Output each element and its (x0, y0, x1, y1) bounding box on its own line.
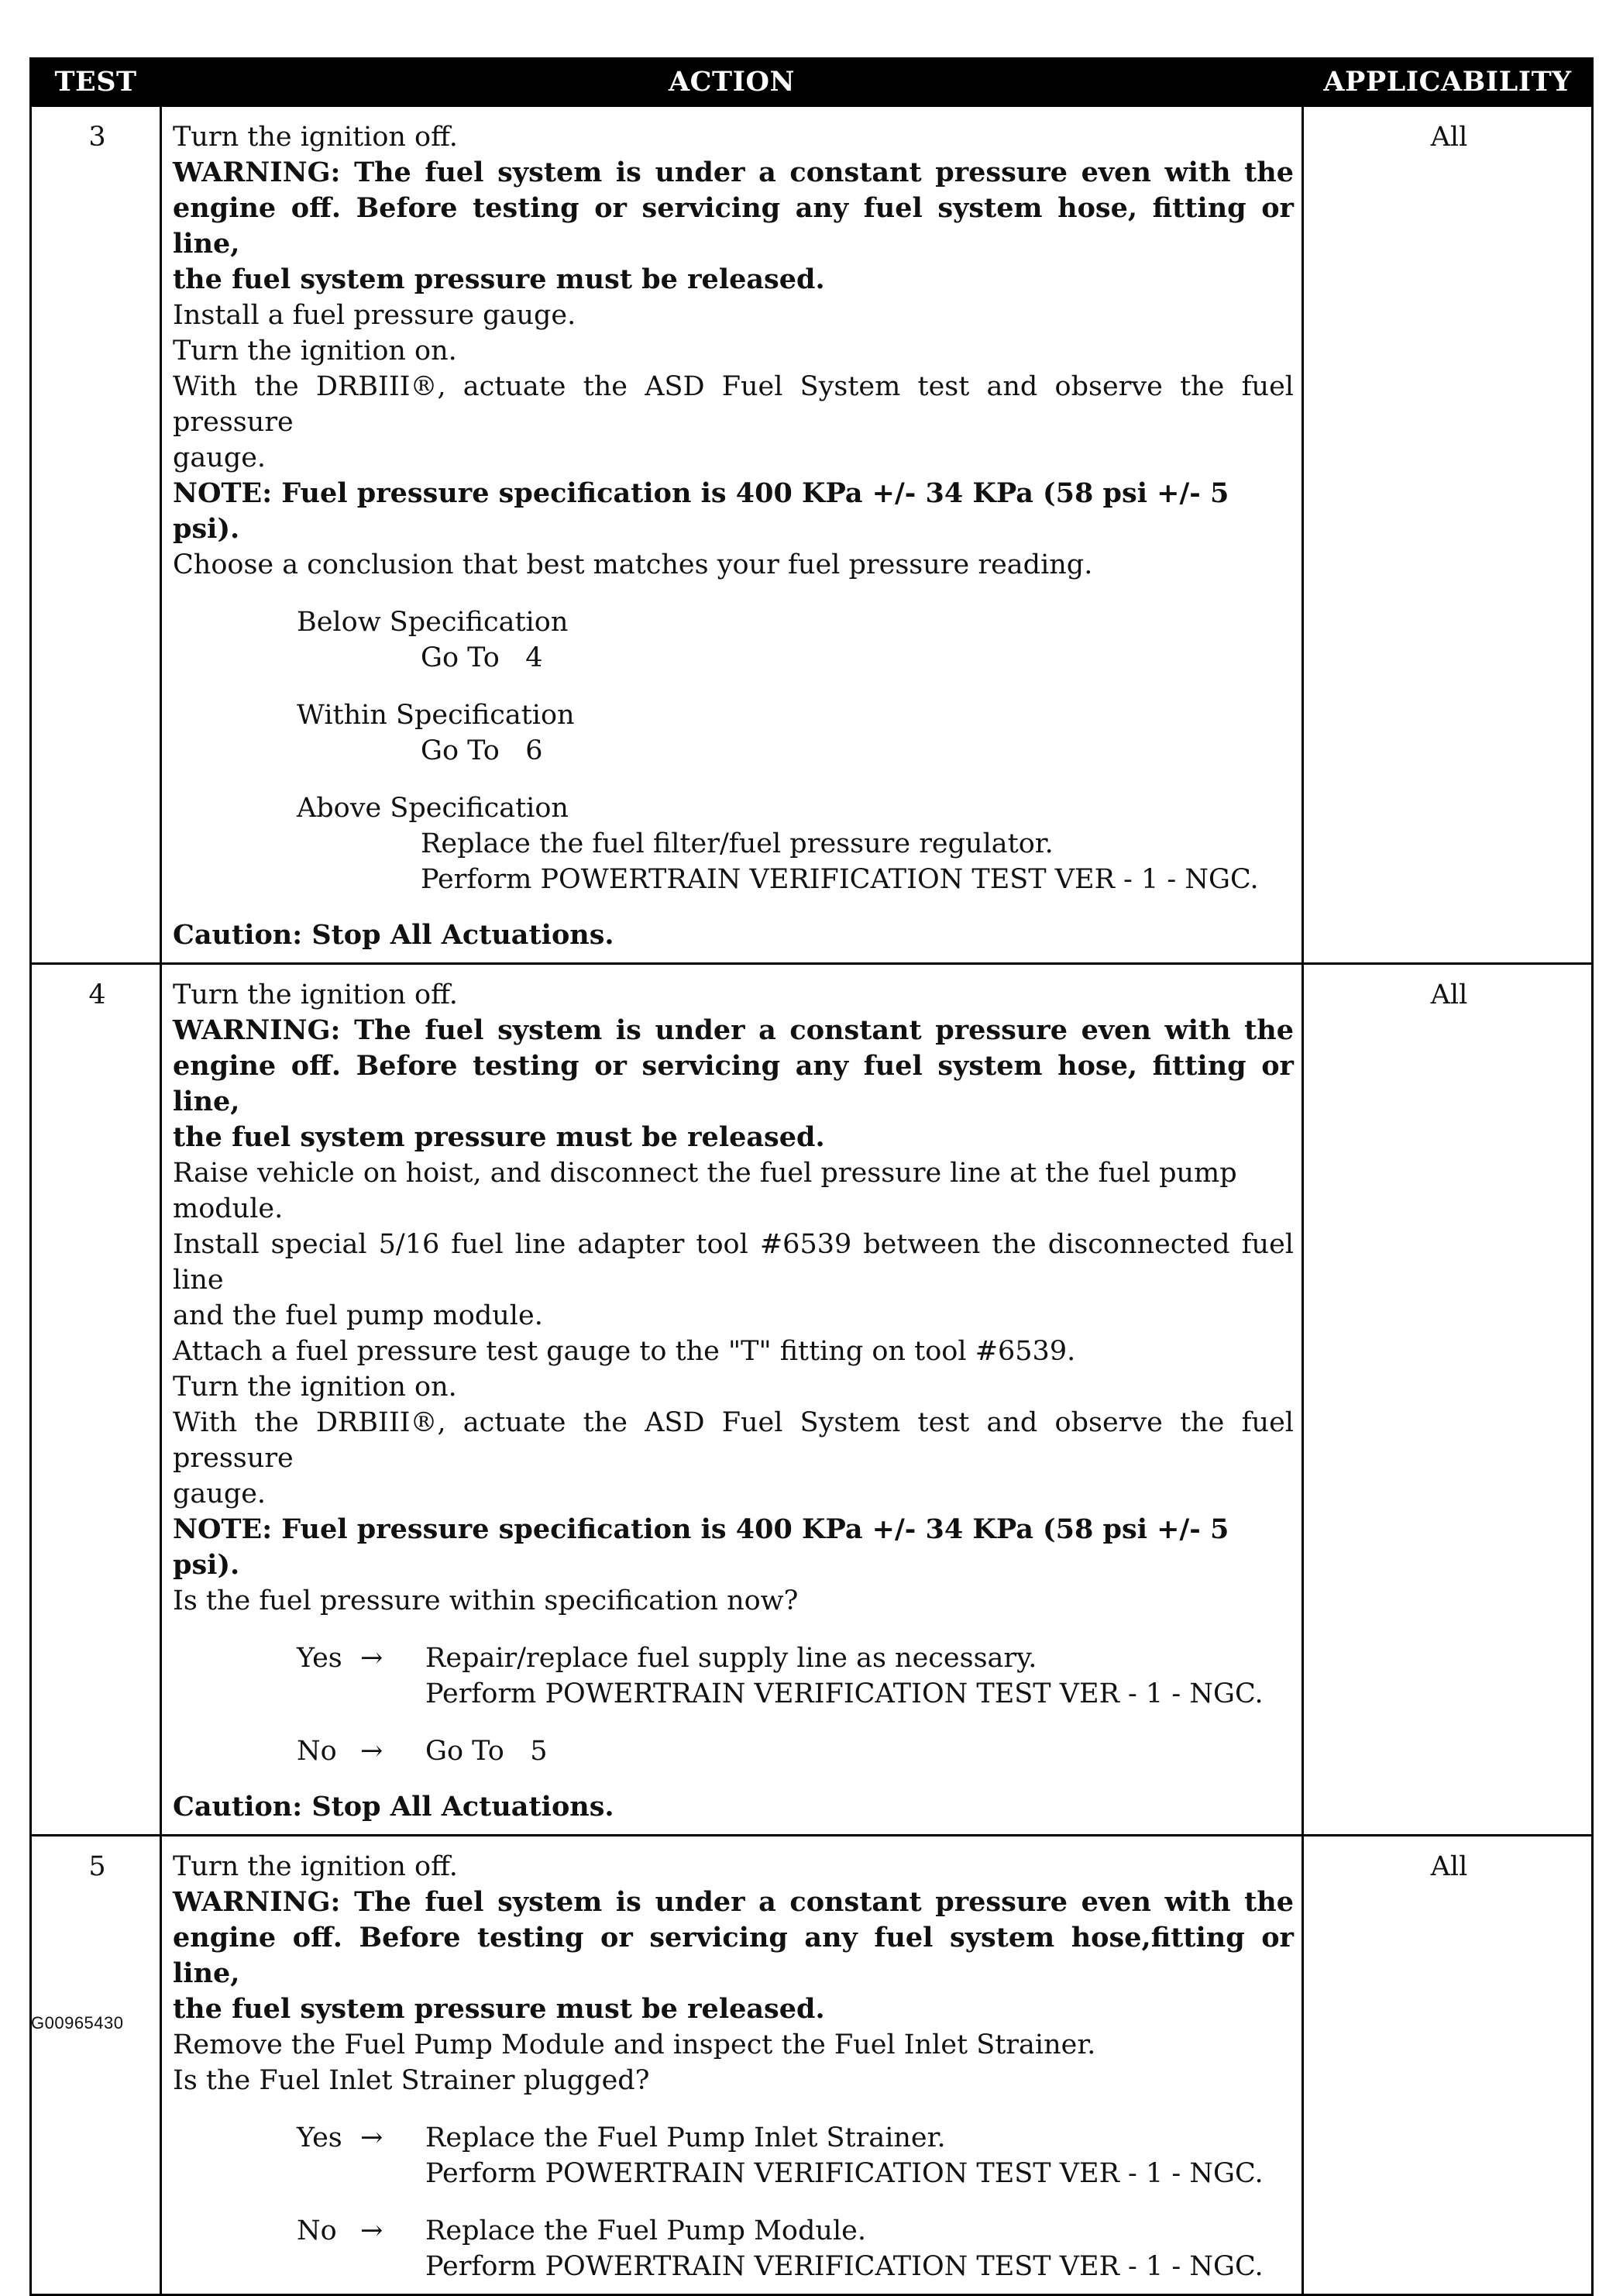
option-below-specification (173, 604, 1294, 676)
step-text: Is the fuel pressure within specification now? (173, 1585, 799, 1616)
answer-key: Yes (297, 2122, 342, 2153)
answer-options (173, 2120, 1294, 2284)
step-text: Install a fuel pressure gauge. (173, 300, 576, 331)
answer-yes (173, 1640, 1294, 1712)
step-text: Is the Fuel Inlet Strainer plugged? (173, 2065, 650, 2096)
figure-id-code: G00965430 (31, 2013, 124, 2033)
goto-link: Go To 4 (421, 642, 543, 673)
applicability-cell: All (1303, 1836, 1593, 2295)
step-text: Turn the ignition off. (173, 122, 458, 153)
conclusion-options (173, 604, 1294, 897)
warning-text: engine off. Before testing or servicing any fuel system hose,fitting or line, (173, 1922, 1294, 1989)
step-text: gauge. (173, 442, 266, 473)
option-label: Within Specification (297, 700, 575, 731)
option-above-specification (173, 790, 1294, 897)
step-text: With the DRBIII®, actuate the ASD Fuel System test and observe the fuel pressure (173, 371, 1294, 438)
step-text: Install special 5/16 fuel line adapter tool #6539 between the disconnected fuel line (173, 1229, 1294, 1296)
step-text: and the fuel pump module. (173, 1300, 543, 1331)
answer-body (425, 2213, 1264, 2284)
diagnostic-procedure-table (29, 57, 1594, 2296)
answer-body (425, 2120, 1264, 2191)
answer-instruction: Repair/replace fuel supply line as necessary. (425, 1643, 1037, 1674)
test-number: 5 (31, 1836, 161, 2295)
warning-text: the fuel system pressure must be released. (173, 263, 825, 295)
note-text: NOTE: Fuel pressure specification is 400 KPa +/- 34 KPa (58 psi +/- 5 psi). (173, 477, 1229, 545)
action-cell (161, 1836, 1303, 2295)
test-number: 4 (31, 964, 161, 1836)
table-row-test-4 (31, 964, 1593, 1836)
warning-text: engine off. Before testing or servicing any fuel system hose, fitting or line, (173, 192, 1294, 260)
arrow-right-icon: → (360, 2215, 383, 2246)
table-row-test-5 (31, 1836, 1593, 2295)
applicability-cell: All (1303, 106, 1593, 964)
arrow-right-icon: → (360, 1643, 383, 1674)
header-action: ACTION (161, 59, 1303, 106)
warning-text: WARNING: The fuel system is under a constant pressure even with the (173, 157, 1294, 188)
table-header-row (31, 59, 1593, 106)
header-applicability: APPLICABILITY (1303, 59, 1593, 106)
answer-no (173, 1733, 1294, 1769)
table-row-test-3 (31, 106, 1593, 964)
option-instruction: Replace the fuel filter/fuel pressure regulator. (421, 828, 1054, 859)
step-text: gauge. (173, 1478, 266, 1509)
option-label: Below Specification (297, 607, 569, 638)
answer-body (425, 1733, 548, 1769)
option-within-specification (173, 697, 1294, 769)
step-text: Raise vehicle on hoist, and disconnect the fuel pressure line at the fuel pump module. (173, 1158, 1237, 1224)
warning-text: WARNING: The fuel system is under a constant pressure even with the (173, 1886, 1294, 1918)
test-number: 3 (31, 106, 161, 964)
goto-link: Go To 5 (425, 1736, 548, 1767)
caution-text: Caution: Stop All Actuations. (173, 919, 614, 951)
note-text: NOTE: Fuel pressure specification is 400 KPa +/- 34 KPa (58 psi +/- 5 psi). (173, 1513, 1229, 1581)
arrow-right-icon: → (360, 2122, 383, 2153)
answer-key: No (297, 1736, 337, 1767)
answer-options (173, 1640, 1294, 1769)
answer-no (173, 2213, 1294, 2284)
answer-instruction: Perform POWERTRAIN VERIFICATION TEST VER - 1 - NGC. (425, 2251, 1264, 2282)
warning-text: WARNING: The fuel system is under a constant pressure even with the (173, 1014, 1294, 1046)
warning-text: the fuel system pressure must be released. (173, 1993, 825, 2025)
option-instruction: Perform POWERTRAIN VERIFICATION TEST VER - 1 - NGC. (421, 864, 1259, 895)
option-label: Above Specification (297, 793, 569, 824)
caution-text: Caution: Stop All Actuations. (173, 1791, 614, 1823)
answer-yes (173, 2120, 1294, 2191)
answer-instruction: Replace the Fuel Pump Module. (425, 2215, 866, 2246)
step-text: Attach a fuel pressure test gauge to the "T" fitting on tool #6539. (173, 1336, 1076, 1367)
warning-text: engine off. Before testing or servicing any fuel system hose, fitting or line, (173, 1050, 1294, 1117)
answer-instruction: Perform POWERTRAIN VERIFICATION TEST VER - 1 - NGC. (425, 1678, 1264, 1709)
step-text: Choose a conclusion that best matches your fuel pressure reading. (173, 549, 1093, 580)
answer-instruction: Replace the Fuel Pump Inlet Strainer. (425, 2122, 946, 2153)
warning-text: the fuel system pressure must be released. (173, 1121, 825, 1153)
answer-body (425, 1640, 1264, 1712)
step-text: Remove the Fuel Pump Module and inspect the Fuel Inlet Strainer. (173, 2029, 1096, 2060)
action-cell (161, 106, 1303, 964)
step-text: Turn the ignition on. (173, 336, 457, 367)
document-page (29, 57, 1591, 2296)
answer-instruction: Perform POWERTRAIN VERIFICATION TEST VER - 1 - NGC. (425, 2158, 1264, 2189)
action-cell (161, 964, 1303, 1836)
step-text: With the DRBIII®, actuate the ASD Fuel System test and observe the fuel pressure (173, 1407, 1294, 1474)
goto-link: Go To 6 (421, 735, 543, 766)
step-text: Turn the ignition off. (173, 979, 458, 1010)
applicability-cell: All (1303, 964, 1593, 1836)
step-text: Turn the ignition off. (173, 1851, 458, 1882)
arrow-right-icon: → (360, 1736, 383, 1767)
answer-key: No (297, 2215, 337, 2246)
step-text: Turn the ignition on. (173, 1372, 457, 1403)
answer-key: Yes (297, 1643, 342, 1674)
header-test: TEST (31, 59, 161, 106)
